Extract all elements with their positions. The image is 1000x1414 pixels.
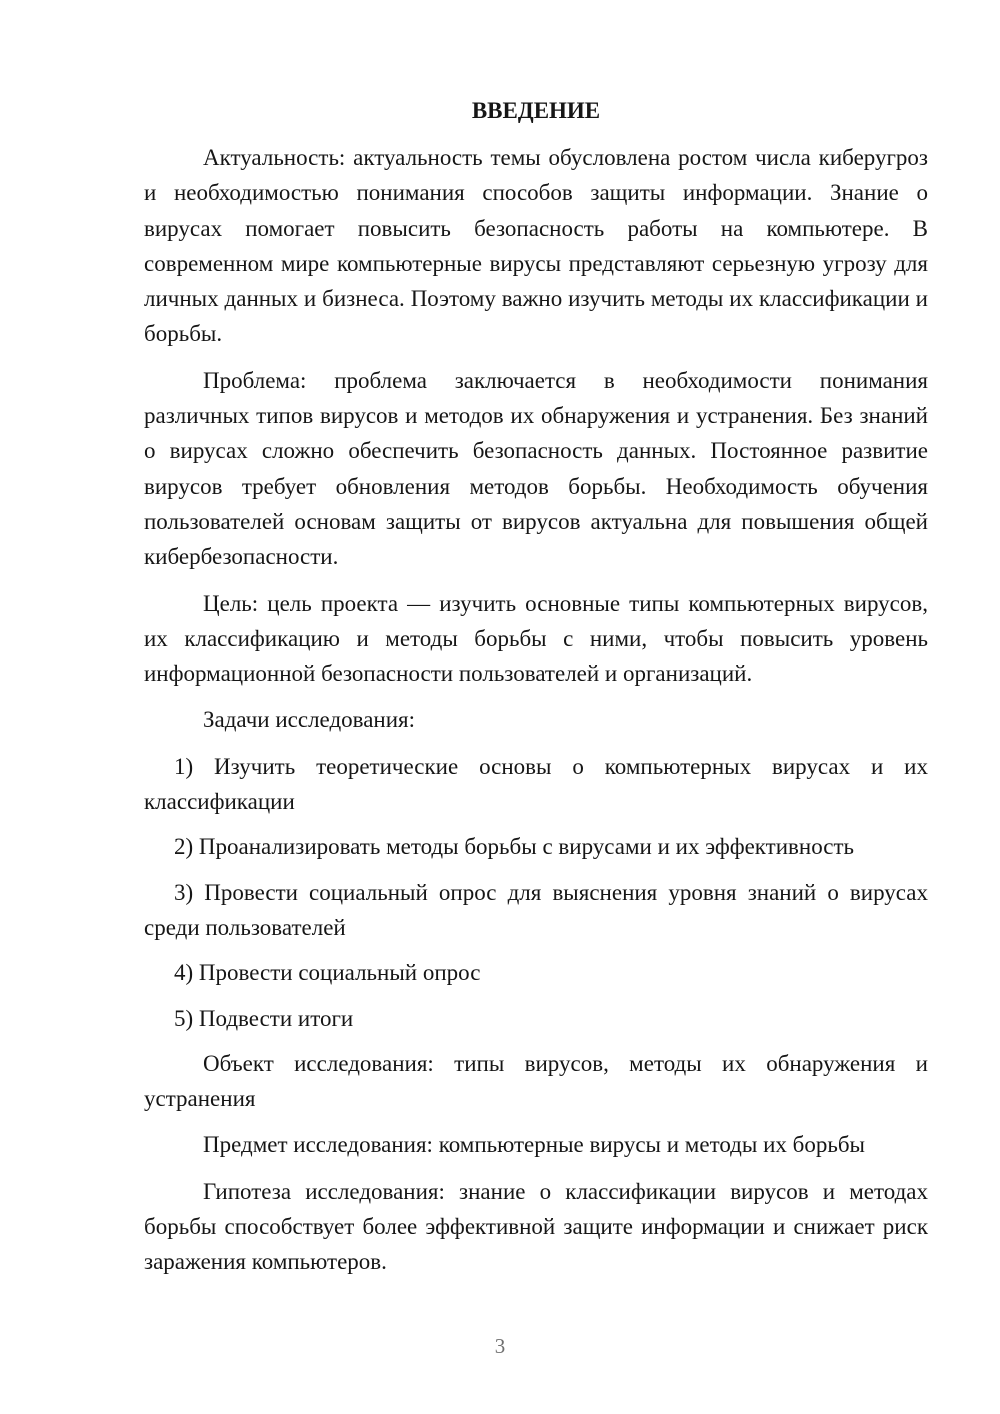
page-title: ВВЕДЕНИЕ [471,98,601,123]
paragraph-tasks-heading: Задачи исследования: [203,707,416,733]
paragraph-goal: Цель: цель проекта — изучить основные типы компьютерных вирусов, их классификацию и методы борьбы с ними, чтобы повысить уровень информационной безопасности пользователей и организаций. [144,590,928,687]
task-item-2: 2) Проанализировать методы борьбы с вирусами и их эффективность [174,834,855,860]
paragraph-relevance: Актуальность: актуальность темы обусловлена ростом числа киберугроз и необходимостью понимания способов защиты информации. Знание о вирусах помогает повысить безопасность работы на компьютере. В современном мире компьютерные вирусы представляют серьезную угрозу для личных данных и бизнеса. Поэтому важно изучить методы их классификации и борьбы. [144,145,928,347]
paragraph-hypothesis: Гипотеза исследования: знание о классификации вирусов и методах борьбы способствует более эффективной защите информации и снижает риск заражения компьютеров. [144,1178,928,1275]
task-item-5: 5) Подвести итоги [174,1005,354,1031]
task-item-4: 4) Провести социальный опрос [174,960,481,986]
paragraph-object: Объект исследования: типы вирусов, методы их обнаружения и устранения [144,1050,928,1112]
task-item-1: 1) Изучить теоретические основы о компьютерных вирусах и их классификации [144,753,928,815]
paragraph-problem: Проблема: проблема заключается в необходимости понимания различных типов вирусов и методов их обнаружения и устранения. Без знаний о вирусах сложно обеспечить безопасность данных. Постоянное развитие вирусов требует обновления методов борьбы. Необходимость обучения пользователей основам защиты от вирусов актуальна для повышения общей кибербезопасности. [144,367,928,570]
page-content [144,96,928,1291]
task-item-3: 3) Провести социальный опрос для выяснения уровня знаний о вирусах среди пользователей [144,879,928,940]
paragraph-subject: Предмет исследования: компьютерные вирусы и методы их борьбы [203,1132,865,1158]
page-number: 3 [494,1334,506,1358]
